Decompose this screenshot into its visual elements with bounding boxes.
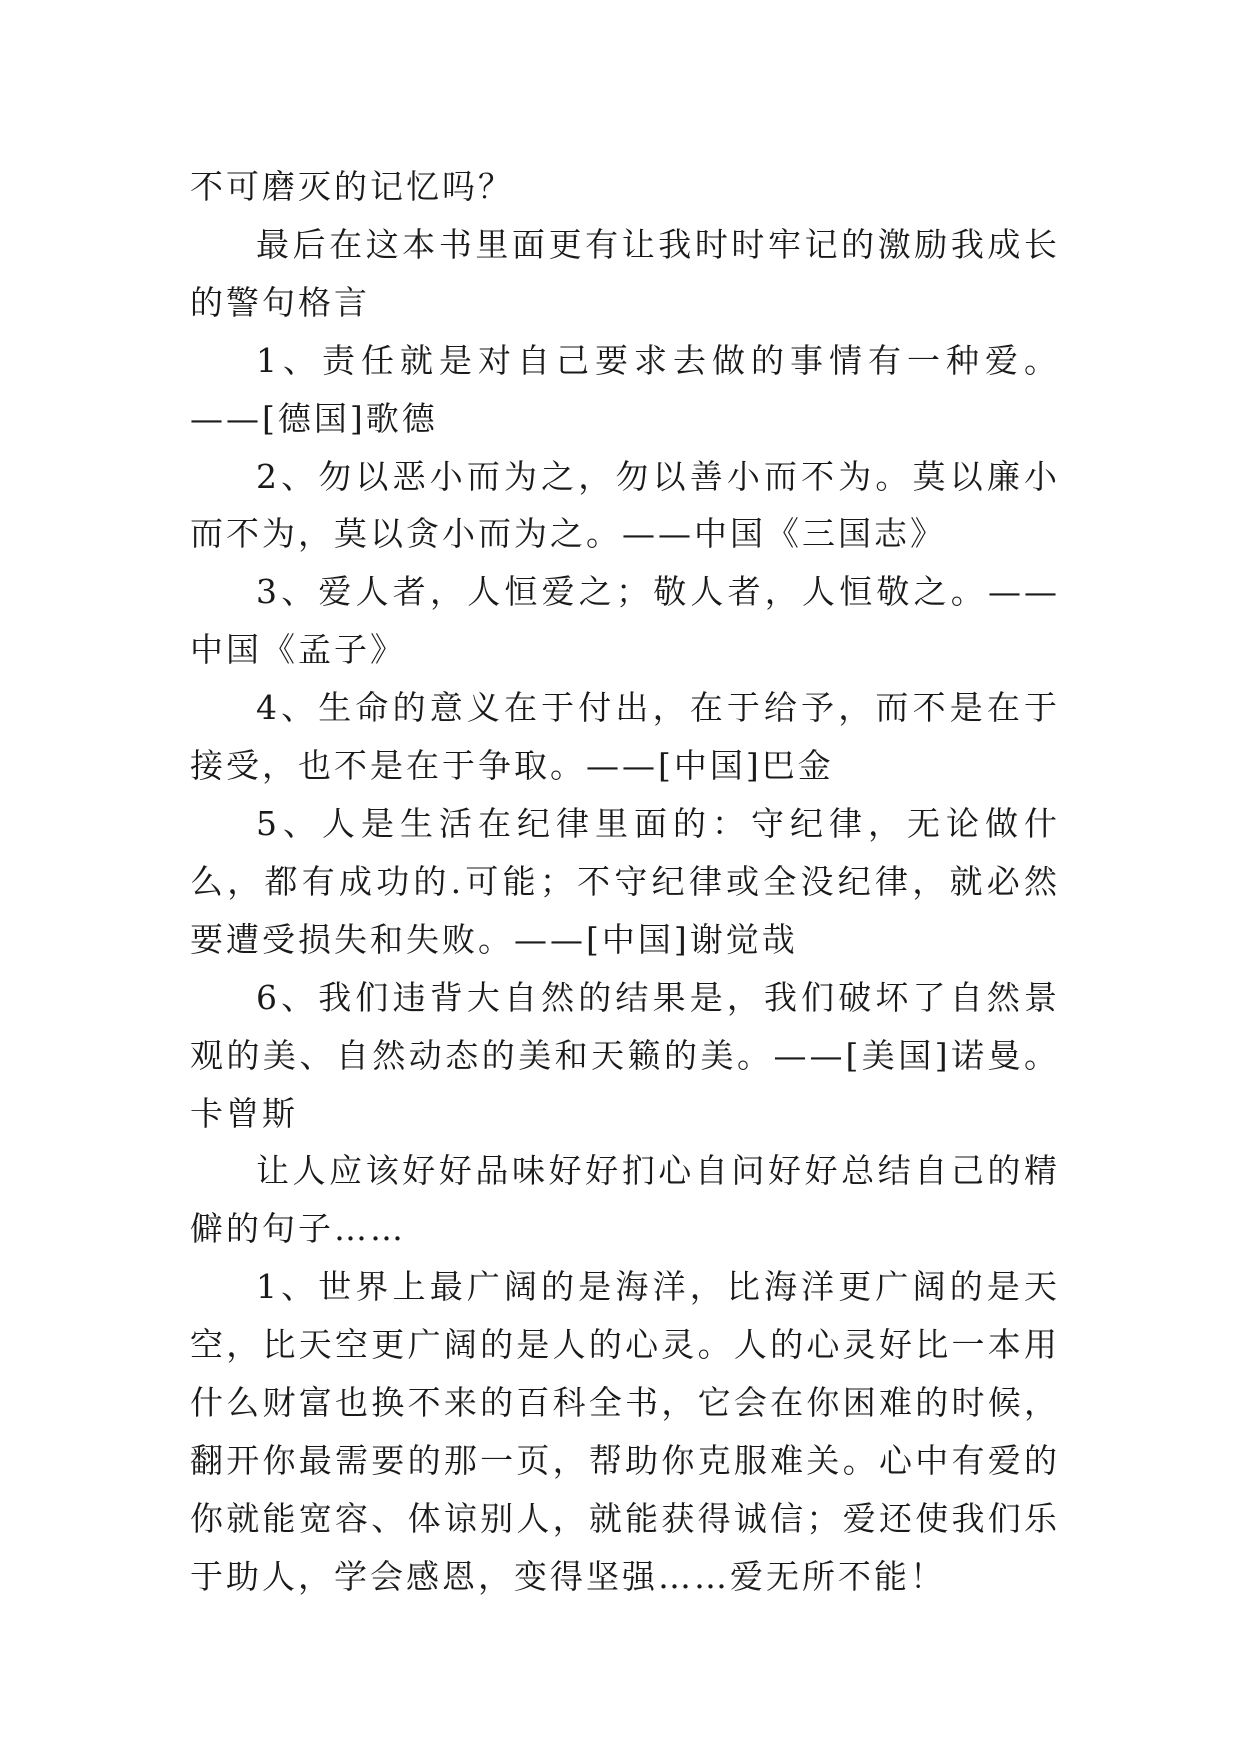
body-text [190,158,1060,1606]
paragraph-intro-end: 不可磨灭的记忆吗？ [190,167,514,206]
quote-4: 4、生命的意义在于付出，在于给予，而不是在于接受，也不是在于争取。——[中国]巴金 [190,688,1060,786]
reflection-1: 1、世界上最广阔的是海洋，比海洋更广阔的是天空，比天空更广阔的是人的心灵。人的心灵好比一本用什么财富也换不来的百科全书，它会在你困难的时候，翻开你最需要的那一页，帮助你克服难关。心中有爱的你就能宽容、体谅别人，就能获得诚信；爱还使我们乐于助人，学会感恩，变得坚强……爱无所不能！ [190,1267,1060,1596]
paragraph-maxims-intro: 最后在这本书里面更有让我时时牢记的激励我成长的警句格言 [190,224,1060,322]
quote-3: 3、爱人者，人恒爱之；敬人者，人恒敬之。——中国《孟子》 [190,572,1060,670]
quote-2: 2、勿以恶小而为之，勿以善小而不为。莫以廉小而不为，莫以贪小而为之。——中国《三国志》 [190,456,1060,554]
paragraph-reflection-intro: 让人应该好好品味好好扪心自问好好总结自己的精僻的句子…… [190,1151,1060,1249]
quote-1: 1、责任就是对自己要求去做的事情有一种爱。——[德国]歌德 [190,340,1060,438]
quote-5: 5、人是生活在纪律里面的：守纪律，无论做什么，都有成功的.可能；不守纪律或全没纪律，就必然要遭受损失和失败。——[中国]谢觉哉 [190,803,1060,959]
quote-6: 6、我们违背大自然的结果是，我们破坏了自然景观的美、自然动态的美和天籁的美。——[美国]诺曼。卡曾斯 [190,977,1060,1133]
